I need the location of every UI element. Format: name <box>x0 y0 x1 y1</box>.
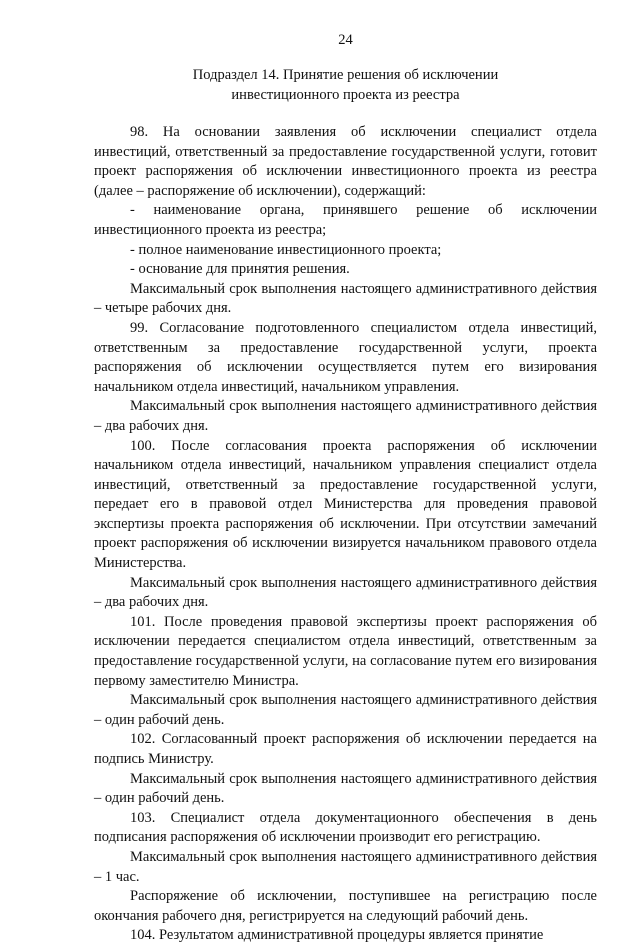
paragraph: 100. После согласования проекта распоряжения об исключении начальником отдела инвестиций, начальником управления специалист отдела инвестиций, ответственный за предоставление государственной услуги, передает его в правовой отдел Министерства для проведения правовой экспертизы проекта распоряжения об исключении. При отсутствии замечаний проект распоряжения об исключении визируется начальником правового отдела Министерства. <box>94 437 597 572</box>
body-text <box>94 123 597 946</box>
paragraph: 101. После проведения правовой экспертизы проект распоряжения об исключении передается специалистом отдела инвестиций, ответственным за предоставление государственной услуги, на согласование путем его визирования первому заместителю Министра. <box>94 613 597 689</box>
section-heading-line-2: инвестиционного проекта из реестра <box>231 86 460 103</box>
paragraph: Максимальный срок выполнения настоящего административного действия – один рабочий день. <box>94 770 597 807</box>
paragraph: Максимальный срок выполнения настоящего административного действия – один рабочий день. <box>94 692 597 728</box>
paragraph: Максимальный срок выполнения настоящего административного действия – 1 час. <box>94 848 597 885</box>
paragraph: Максимальный срок выполнения настоящего административного действия – два рабочих дня. <box>94 398 597 434</box>
section-heading <box>94 66 597 105</box>
page-number: 24 <box>338 32 353 48</box>
list-item: - наименование органа, принявшего решение об исключении инвестиционного проекта из реестра; <box>94 202 597 238</box>
list-item: - полное наименование инвестиционного проекта; <box>130 241 442 258</box>
paragraph: Распоряжение об исключении, поступившее на регистрацию после окончания рабочего дня, регистрируется на следующий рабочий день. <box>94 888 597 924</box>
paragraph: 103. Специалист отдела документационного обеспечения в день подписания распоряжения об исключении производит его регистрацию. <box>94 809 597 846</box>
paragraph: 104. Результатом административной процедуры является принятие <box>130 927 544 944</box>
paragraph: 98. На основании заявления об исключении специалист отдела инвестиций, ответственный за предоставление государственной услуги, готовит проект распоряжения об исключении инвестиционного проекта из реестра (далее – распоряжение об исключении), содержащий: <box>94 124 597 199</box>
document-page <box>94 30 597 946</box>
list-item: - основание для принятия решения. <box>130 261 350 278</box>
paragraph: 99. Согласование подготовленного специалистом отдела инвестиций, ответственным за предоставление государственной услуги, проекта распоряжения об исключении осуществляется путем его визирования начальником отдела инвестиций, начальником управления. <box>94 319 597 395</box>
section-heading-line-1: Подраздел 14. Принятие решения об исключении <box>192 67 499 83</box>
paragraph: Максимальный срок выполнения настоящего административного действия – два рабочих дня. <box>94 574 597 611</box>
paragraph: Максимальный срок выполнения настоящего административного действия – четыре рабочих дня. <box>94 280 597 317</box>
paragraph: 102. Согласованный проект распоряжения об исключении передается на подпись Министру. <box>94 731 597 767</box>
